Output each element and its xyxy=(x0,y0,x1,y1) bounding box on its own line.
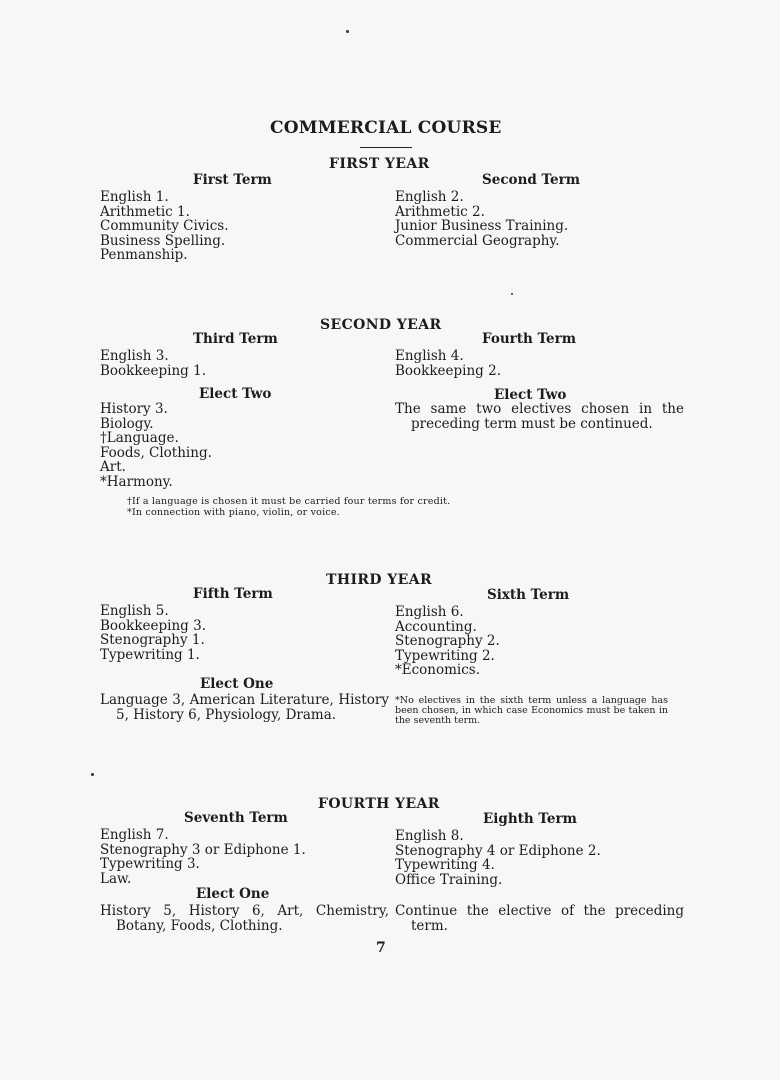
print-speck xyxy=(511,293,513,295)
third-term-electives xyxy=(100,402,212,489)
course-item: English 1. xyxy=(100,189,169,205)
seventh-term-heading: Seventh Term xyxy=(184,810,288,826)
fourth-term-heading: Fourth Term xyxy=(482,331,577,347)
course-item: Typewriting 3. xyxy=(100,856,200,872)
third-term-courses xyxy=(100,349,206,378)
course-item: Commercial Geography. xyxy=(395,232,560,249)
elective-item: Biology. xyxy=(100,415,154,432)
course-item: English 6. xyxy=(395,604,464,620)
course-item: *Economics. xyxy=(395,662,481,678)
course-item: Stenography 3 or Ediphone 1. xyxy=(100,841,306,858)
fourth-term-elect-heading: Elect Two xyxy=(494,387,567,403)
course-item: English 3. xyxy=(100,348,169,364)
seventh-term-elect-text: History 5, History 6, Art, Chemistry, Botany, Foods, Clothing. xyxy=(100,903,389,934)
course-item: English 5. xyxy=(100,603,169,619)
fourth-year-heading: FOURTH YEAR xyxy=(318,796,440,812)
second-term-heading: Second Term xyxy=(482,172,581,188)
fifth-term-heading: Fifth Term xyxy=(193,586,273,602)
course-item: Stenography 4 or Ediphone 2. xyxy=(395,842,601,859)
page-title: COMMERCIAL COURSE xyxy=(270,118,502,138)
elective-item: Foods, Clothing. xyxy=(100,444,212,461)
course-item: Office Training. xyxy=(395,871,503,888)
course-item: Community Civics. xyxy=(100,218,229,234)
sixth-term-heading: Sixth Term xyxy=(487,587,570,603)
first-year-heading: FIRST YEAR xyxy=(329,156,430,172)
third-term-heading: Third Term xyxy=(193,331,278,347)
second-term-courses xyxy=(395,190,568,248)
course-item: Accounting. xyxy=(395,618,477,635)
elective-item: *Harmony. xyxy=(100,473,173,490)
course-item: Bookkeeping 1. xyxy=(100,362,206,379)
print-speck xyxy=(346,30,349,33)
eighth-term-heading: Eighth Term xyxy=(483,811,577,827)
fifth-term-elect-heading: Elect One xyxy=(200,676,274,692)
course-item: Arithmetic 1. xyxy=(100,203,190,220)
course-item: English 8. xyxy=(395,828,464,844)
sixth-term-note: *No electives in the sixth term unless a language has been chosen, in which case Economics must be taken in the seventh term. xyxy=(395,695,668,726)
course-item: Arithmetic 2. xyxy=(395,203,485,220)
elective-item: †Language. xyxy=(100,430,179,446)
course-item: Law. xyxy=(100,870,132,887)
course-item: Bookkeeping 3. xyxy=(100,617,206,634)
seventh-term-elect-heading: Elect One xyxy=(196,886,270,902)
course-item: Typewriting 4. xyxy=(395,857,495,873)
elective-item: History 3. xyxy=(100,401,168,417)
second-year-heading: SECOND YEAR xyxy=(320,317,442,333)
third-term-elect-heading: Elect Two xyxy=(199,386,272,402)
first-term-heading: First Term xyxy=(193,172,272,188)
eighth-term-courses xyxy=(395,829,601,887)
fourth-term-elect-text: The same two electives chosen in the preceding term must be continued. xyxy=(395,401,684,432)
course-item: Stenography 2. xyxy=(395,633,500,649)
course-item: English 4. xyxy=(395,348,464,364)
third-year-heading: THIRD YEAR xyxy=(326,572,433,588)
first-term-courses xyxy=(100,190,228,263)
fourth-term-courses xyxy=(395,349,501,378)
course-item: Junior Business Training. xyxy=(395,218,569,234)
fifth-term-elect-text: Language 3, American Literature, History 5, History 6, Physiology, Drama. xyxy=(100,692,389,723)
course-item: Typewriting 2. xyxy=(395,647,495,664)
page-number: 7 xyxy=(376,940,386,956)
course-item: Business Spelling. xyxy=(100,232,226,249)
course-item: Typewriting 1. xyxy=(100,646,200,663)
eighth-term-elect-text: Continue the elective of the preceding term. xyxy=(395,903,684,934)
footnote-language: †If a language is chosen it must be carried four terms for credit. xyxy=(127,496,451,507)
sixth-term-courses xyxy=(395,605,500,678)
footnote-harmony: *In connection with piano, violin, or voice. xyxy=(127,507,340,518)
course-item: Stenography 1. xyxy=(100,632,205,648)
print-speck xyxy=(91,773,94,776)
elective-item: Art. xyxy=(100,459,126,475)
seventh-term-courses xyxy=(100,828,306,886)
course-item: English 7. xyxy=(100,827,169,843)
course-item: English 2. xyxy=(395,189,464,205)
fifth-term-courses xyxy=(100,604,206,662)
course-item: Bookkeeping 2. xyxy=(395,362,501,379)
title-underline xyxy=(360,147,412,148)
course-item: Penmanship. xyxy=(100,247,188,263)
